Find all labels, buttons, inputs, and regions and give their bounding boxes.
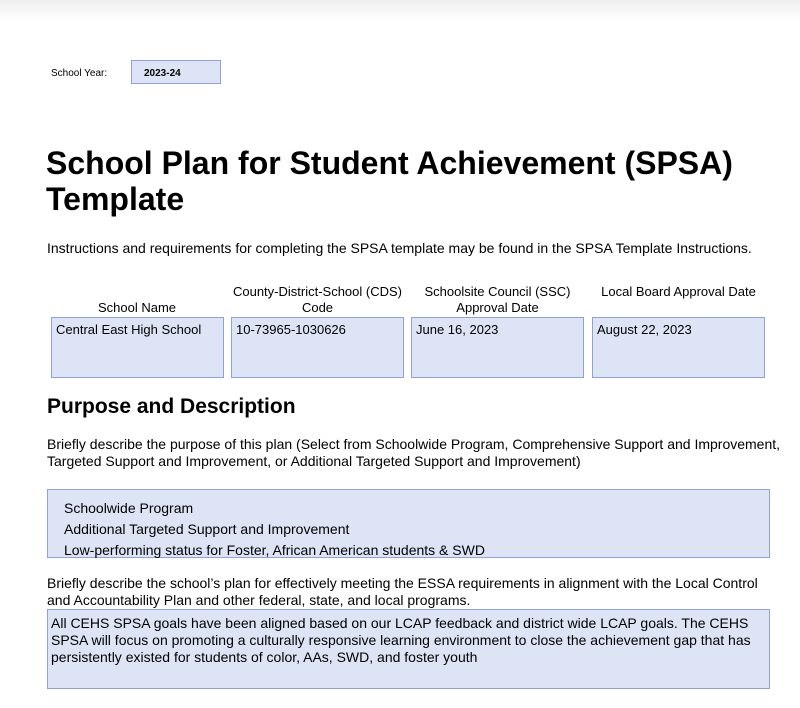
school-year-field[interactable]: 2023-24 — [131, 60, 221, 84]
ssc-approval-date-header: Schoolsite Council (SSC) Approval Date — [424, 284, 571, 315]
school-year-label: School Year: — [51, 68, 108, 79]
school-name-header: School Name — [97, 300, 177, 315]
school-name-field[interactable]: Central East High School — [51, 317, 224, 378]
document-title: School Plan for Student Achievement (SPSA) Template — [46, 145, 733, 217]
essa-plan-answer-field[interactable]: All CEHS SPSA goals have been aligned based on our LCAP feedback and district wide LCAP goals. The CEHS SPSA will focus on promoting a culturally responsive learning environment to close the achievement gap that has persistently existed for students of color, AAs, SWD, and foster youth — [47, 609, 770, 689]
board-approval-date-header: Local Board Approval Date — [601, 284, 756, 299]
cds-code-header: County-District-School (CDS) Code — [232, 284, 403, 315]
purpose-answer-line: Low-performing status for Foster, African American students & SWD — [64, 542, 485, 558]
purpose-prompt: Briefly describe the purpose of this plan (Select from Schoolwide Program, Comprehensive Support and Improvement, Targeted Support and Improvement, or Additional Targeted Support and Improvement) — [47, 436, 781, 469]
purpose-answer-line: Schoolwide Program — [64, 500, 194, 516]
instructions-text: Instructions and requirements for completing the SPSA template may be found in the SPSA Template Instructions. — [47, 240, 752, 256]
essa-plan-prompt: Briefly describe the school’s plan for effectively meeting the ESSA requirements in alignment with the Local Control and Accountability Plan and other federal, state, and local programs. — [47, 575, 758, 608]
ssc-approval-date-field[interactable]: June 16, 2023 — [411, 317, 584, 378]
board-approval-date-field[interactable]: August 22, 2023 — [592, 317, 765, 378]
purpose-answer-line: Additional Targeted Support and Improvement — [64, 521, 350, 537]
page-top-shadow — [0, 0, 800, 22]
cds-code-field[interactable]: 10-73965-1030626 — [231, 317, 404, 378]
purpose-heading: Purpose and Description — [47, 395, 296, 418]
purpose-answer-field[interactable] — [47, 489, 770, 558]
